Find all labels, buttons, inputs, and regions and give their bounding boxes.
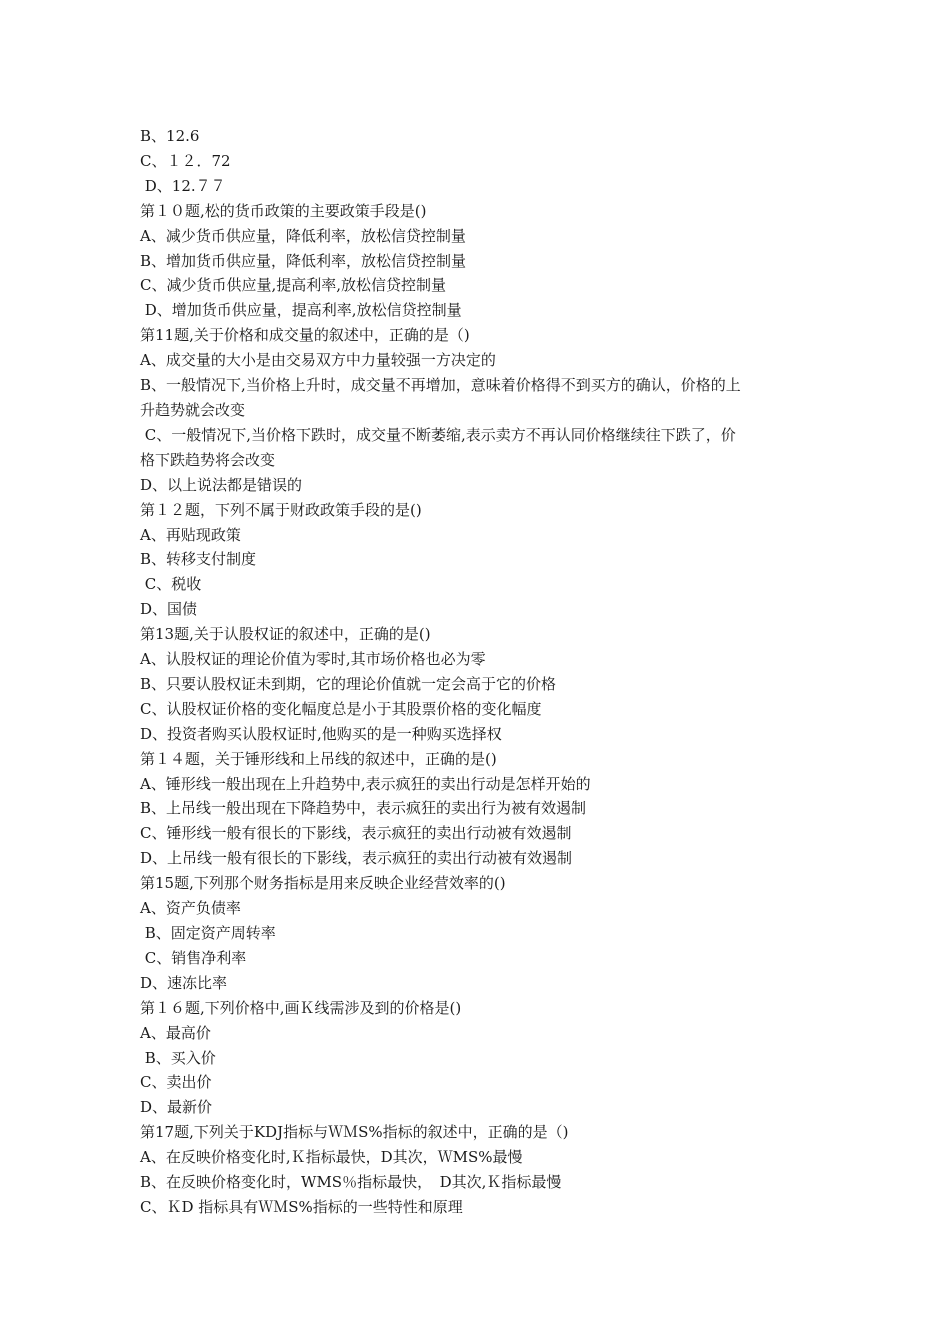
option-line: A、成交量的大小是由交易双方中力量较强一方决定的 [140, 351, 496, 370]
option-line: D、12.７７ [140, 176, 226, 195]
option-line-continued: 升趋势就会改变 [140, 400, 246, 419]
option-line: B、增加货币供应量，降低利率，放松信贷控制量 [140, 251, 467, 270]
option-line: B、只要认股权证未到期，它的理论价值就一定会高于它的价格 [140, 674, 557, 693]
option-line: B、固定资产周转率 [140, 924, 276, 942]
option-line: A、在反映价格变化时,Ｋ指标最快，D其次，ＷMS%最慢 [140, 1148, 523, 1167]
option-line: C、认股权证价格的变化幅度总是小于其股票价格的变化幅度 [140, 699, 542, 718]
question-line: 第11题,关于价格和成交量的叙述中，正确的是（) [140, 326, 470, 345]
option-line: C、锤形线一般有很长的下影线，表示疯狂的卖出行动被有效遏制 [140, 824, 572, 843]
option-line: D、速冻比率 [140, 973, 228, 992]
option-line: C、卖出价 [140, 1073, 212, 1092]
question-line: 第１２题，下列不属于财政政策手段的是() [140, 500, 422, 519]
document-body [140, 124, 830, 1220]
option-line: A、最高价 [140, 1023, 211, 1042]
option-line: C、减少货币供应量,提高利率,放松信贷控制量 [140, 276, 447, 295]
question-line: 第13题,关于认股权证的叙述中，正确的是() [140, 625, 431, 644]
option-line: A、减少货币供应量，降低利率，放松信贷控制量 [140, 226, 466, 245]
option-line: C、１２．72 [140, 151, 231, 170]
option-line: B、在反映价格变化时，WMS％指标最快， D其次,Ｋ指标最慢 [140, 1173, 562, 1192]
question-line: 第１０题,松的货币政策的主要政策手段是() [140, 201, 427, 220]
option-line-continued: 格下跌趋势将会改变 [140, 450, 276, 469]
option-line: D、上吊线一般有很长的下影线，表示疯狂的卖出行动被有效遏制 [140, 849, 573, 868]
option-line: A、锤形线一般出现在上升趋势中,表示疯狂的卖出行动是怎样开始的 [140, 774, 591, 793]
option-line: D、增加货币供应量，提高利率,放松信贷控制量 [140, 301, 462, 320]
option-line: C、税收 [140, 575, 202, 594]
question-line: 第15题,下列那个财务指标是用来反映企业经营效率的() [140, 874, 506, 893]
option-line: C、销售净利率 [140, 948, 247, 967]
option-line: B、转移支付制度 [140, 550, 257, 569]
option-line: D、以上说法都是错误的 [140, 475, 303, 494]
option-line: D、最新价 [140, 1098, 213, 1117]
option-line: A、资产负债率 [140, 899, 241, 918]
question-line: 第１６题,下列价格中,画Ｋ线需涉及到的价格是() [140, 998, 462, 1017]
option-line: D、投资者购买认股权证时,他购买的是一种购买选择权 [140, 724, 502, 743]
option-line: A、再贴现政策 [140, 525, 241, 544]
option-line: C、ＫD 指标具有ＷＭS%指标的一些特性和原理 [140, 1197, 463, 1216]
option-line: C、一般情况下,当价格下跌时，成交量不断萎缩,表示卖方不再认同价格继续往下跌了，价 [140, 425, 736, 444]
question-line: 第17题,下列关于KDJ指标与ＷＭS%指标的叙述中，正确的是（) [140, 1123, 569, 1142]
option-line: B、买入价 [140, 1048, 216, 1067]
option-line: D、国债 [140, 600, 198, 619]
question-line: 第１４题，关于锤形线和上吊线的叙述中，正确的是() [140, 749, 497, 768]
option-line: A、认股权证的理论价值为零时,其市场价格也必为零 [140, 650, 486, 669]
option-line: B、12.6 [140, 127, 200, 145]
option-line: B、一般情况下,当价格上升时，成交量不再增加，意味着价格得不到买方的确认，价格的上 [140, 376, 741, 395]
option-line: B、上吊线一般出现在下降趋势中，表示疯狂的卖出行为被有效遏制 [140, 799, 587, 818]
